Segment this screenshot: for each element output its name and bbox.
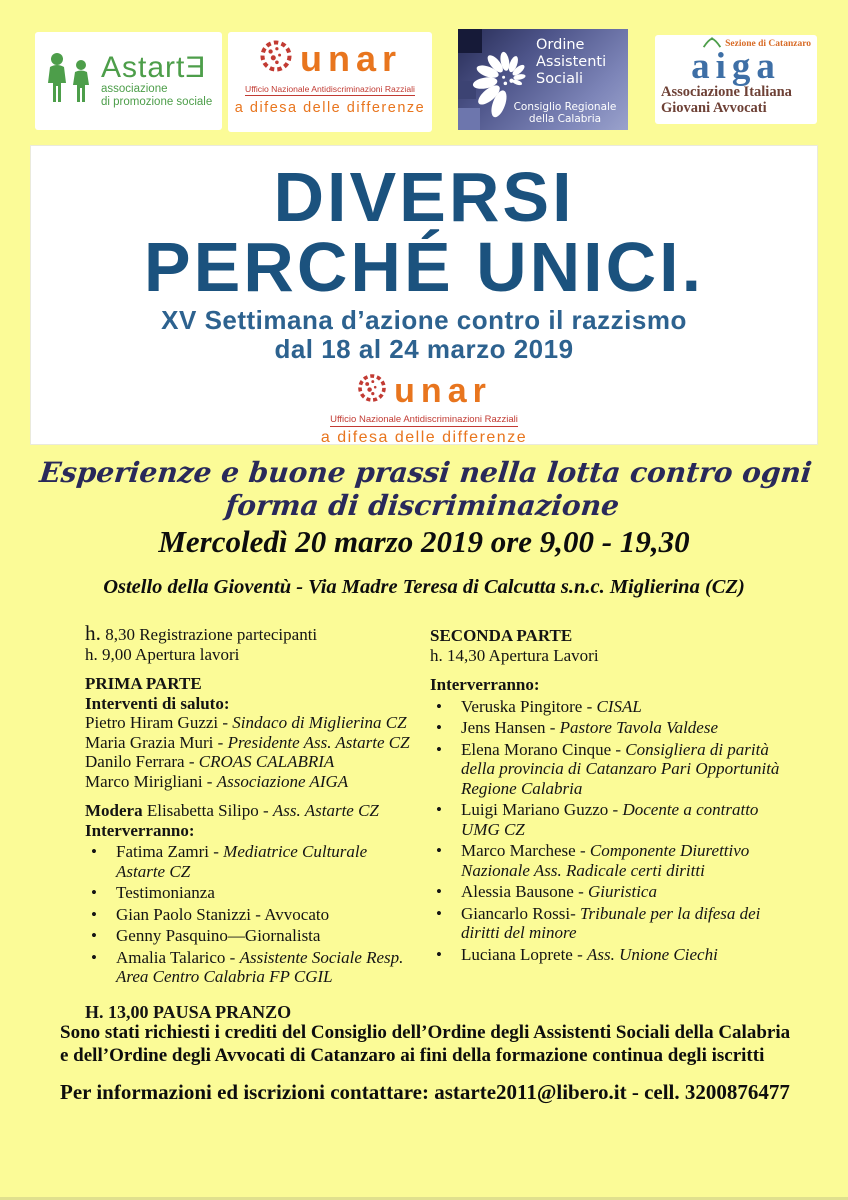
- section-title-prima-parte: PRIMA PARTE: [85, 674, 202, 693]
- unar-motto: a difesa delle differenze: [320, 429, 528, 446]
- speaker-item: • Fatima Zamri - Mediatrice Culturale Astarte CZ: [85, 842, 415, 881]
- aiga-sub1: Associazione Italiana: [661, 84, 792, 100]
- logo-astarte: [35, 32, 222, 130]
- event-datetime: Mercoledì 20 marzo 2019 ore 9,00 - 19,30: [158, 524, 690, 559]
- oas-region1: Consiglio Regionale: [513, 101, 617, 113]
- unar-globe-icon: [356, 372, 388, 409]
- speaker-item: • Testimonianza: [85, 883, 415, 903]
- registration-line: h. 8,30 Registrazione partecipanti: [85, 621, 318, 645]
- oas-line2: Assistenti: [536, 54, 607, 70]
- speakers-list: [85, 842, 415, 987]
- speaker-item: • Gian Paolo Stanizzi - Avvocato: [85, 905, 415, 925]
- speaker-item: • Marco Marchese - Componente Diurettivo Nazionale Ass. Radicale certi diritti: [430, 841, 792, 880]
- unar-fullname: Ufficio Nazionale Antidiscriminazioni Razziali: [330, 414, 518, 425]
- unar-globe-icon: [258, 38, 294, 79]
- unar-brand: unar: [299, 37, 402, 79]
- speaker-item: • Amalia Talarico - Assistente Sociale Resp. Area Centro Calabria FP CGIL: [85, 948, 415, 987]
- poster-title-line2: PERCHÉ UNICI.: [143, 228, 705, 306]
- registration-line: h. 14,30 Apertura Lavori: [430, 645, 599, 665]
- program-right-column: [430, 626, 792, 966]
- unar-fullname: Ufficio Nazionale Antidiscriminazioni Razziali: [245, 84, 415, 94]
- registration-line: h. 9,00 Apertura lavori: [85, 644, 240, 664]
- speaker-item: • Luigi Mariano Guzzo - Docente a contratto UMG CZ: [430, 800, 792, 839]
- salute-line: Danilo Ferrara - CROAS CALABRIA: [85, 752, 335, 771]
- astarte-figures-icon: [43, 50, 95, 113]
- speaker-item: • Elena Morano Cinque - Consigliera di parità della provincia di Catanzaro Pari Opportunità Regione Calabria: [430, 740, 792, 799]
- event-venue: Ostello della Gioventù - Via Madre Teresa di Calcutta s.n.c. Miglierina (CZ): [103, 576, 745, 598]
- footer: [60, 1021, 792, 1105]
- salute-line: Maria Grazia Muri - Presidente Ass. Astarte CZ: [85, 732, 410, 752]
- tagline: Esperienze e buone prassi nella lotta contro ogni forma di discriminazione: [38, 456, 814, 522]
- program-left-column: [85, 621, 415, 1022]
- speaker-item: • Veruska Pingitore - CISAL: [430, 697, 792, 717]
- speakers-list: [430, 697, 792, 965]
- aiga-section: Sezione di Catanzaro: [725, 39, 811, 49]
- unar-motto: a difesa delle differenze: [234, 100, 426, 116]
- hero-box: [30, 145, 818, 445]
- oas-line1: Ordine: [536, 37, 585, 53]
- moderator-line: Modera Elisabetta Silipo - Ass. Astarte CZ: [85, 801, 379, 820]
- salute-line: Pietro Hiram Guzzi - Sindaco di Miglierina CZ: [85, 713, 407, 732]
- logo-ordine-assistenti-sociali: [458, 29, 628, 130]
- speaker-item: • Giancarlo Rossi- Tribunale per la difesa dei diritti del minore: [430, 904, 792, 943]
- poster-title-line1: DIVERSI: [273, 158, 575, 236]
- logo-unar-top: [228, 32, 432, 132]
- speakers-title: Interverranno:: [430, 675, 540, 694]
- footer-contact: Per informazioni ed iscrizioni contattare: astarte2011@libero.it - cell. 3200876477: [60, 1080, 790, 1104]
- oas-line3: Sociali: [536, 71, 584, 87]
- salute-title: Interventi di saluto:: [85, 693, 230, 713]
- aiga-sub2: Giovani Avvocati: [661, 100, 767, 116]
- astarte-sub2: di promozione sociale: [101, 96, 213, 108]
- astarte-sub1: associazione: [101, 83, 168, 95]
- unar-brand: unar: [394, 371, 492, 410]
- salute-line: Marco Mirigliani - Associazione AIGA: [85, 771, 349, 791]
- speaker-item: • Luciana Loprete - Ass. Unione Ciechi: [430, 945, 792, 965]
- speaker-item: • Alessia Bausone - Giuristica: [430, 882, 792, 902]
- pausa-pranzo: H. 13,00 PAUSA PRANZO: [85, 1001, 292, 1022]
- speakers-title: Interverranno:: [85, 820, 195, 840]
- logo-aiga: [655, 35, 817, 124]
- poster-subtitle-line1: XV Settimana d’azione contro il razzismo: [161, 305, 687, 335]
- poster-subtitle-line2: dal 18 al 24 marzo 2019: [274, 334, 574, 364]
- astarte-brand: AstartƎ: [101, 51, 207, 84]
- footer-credits: Sono stati richiesti i crediti del Consiglio dell’Ordine degli Assistenti Sociali della Calabria e dell’Ordine degli Avvocati di Catanzaro ai fini della formazione continua degli iscritti: [60, 1022, 791, 1066]
- section-title-seconda-parte: SECONDA PARTE: [430, 626, 573, 645]
- aiga-brand: aiga: [691, 46, 781, 87]
- hero-unar-logo: [31, 372, 817, 447]
- speaker-item: • Genny Pasquino—Giornalista: [85, 926, 415, 946]
- speaker-item: • Jens Hansen - Pastore Tavola Valdese: [430, 718, 792, 738]
- oas-region2: della Calabria: [528, 113, 602, 125]
